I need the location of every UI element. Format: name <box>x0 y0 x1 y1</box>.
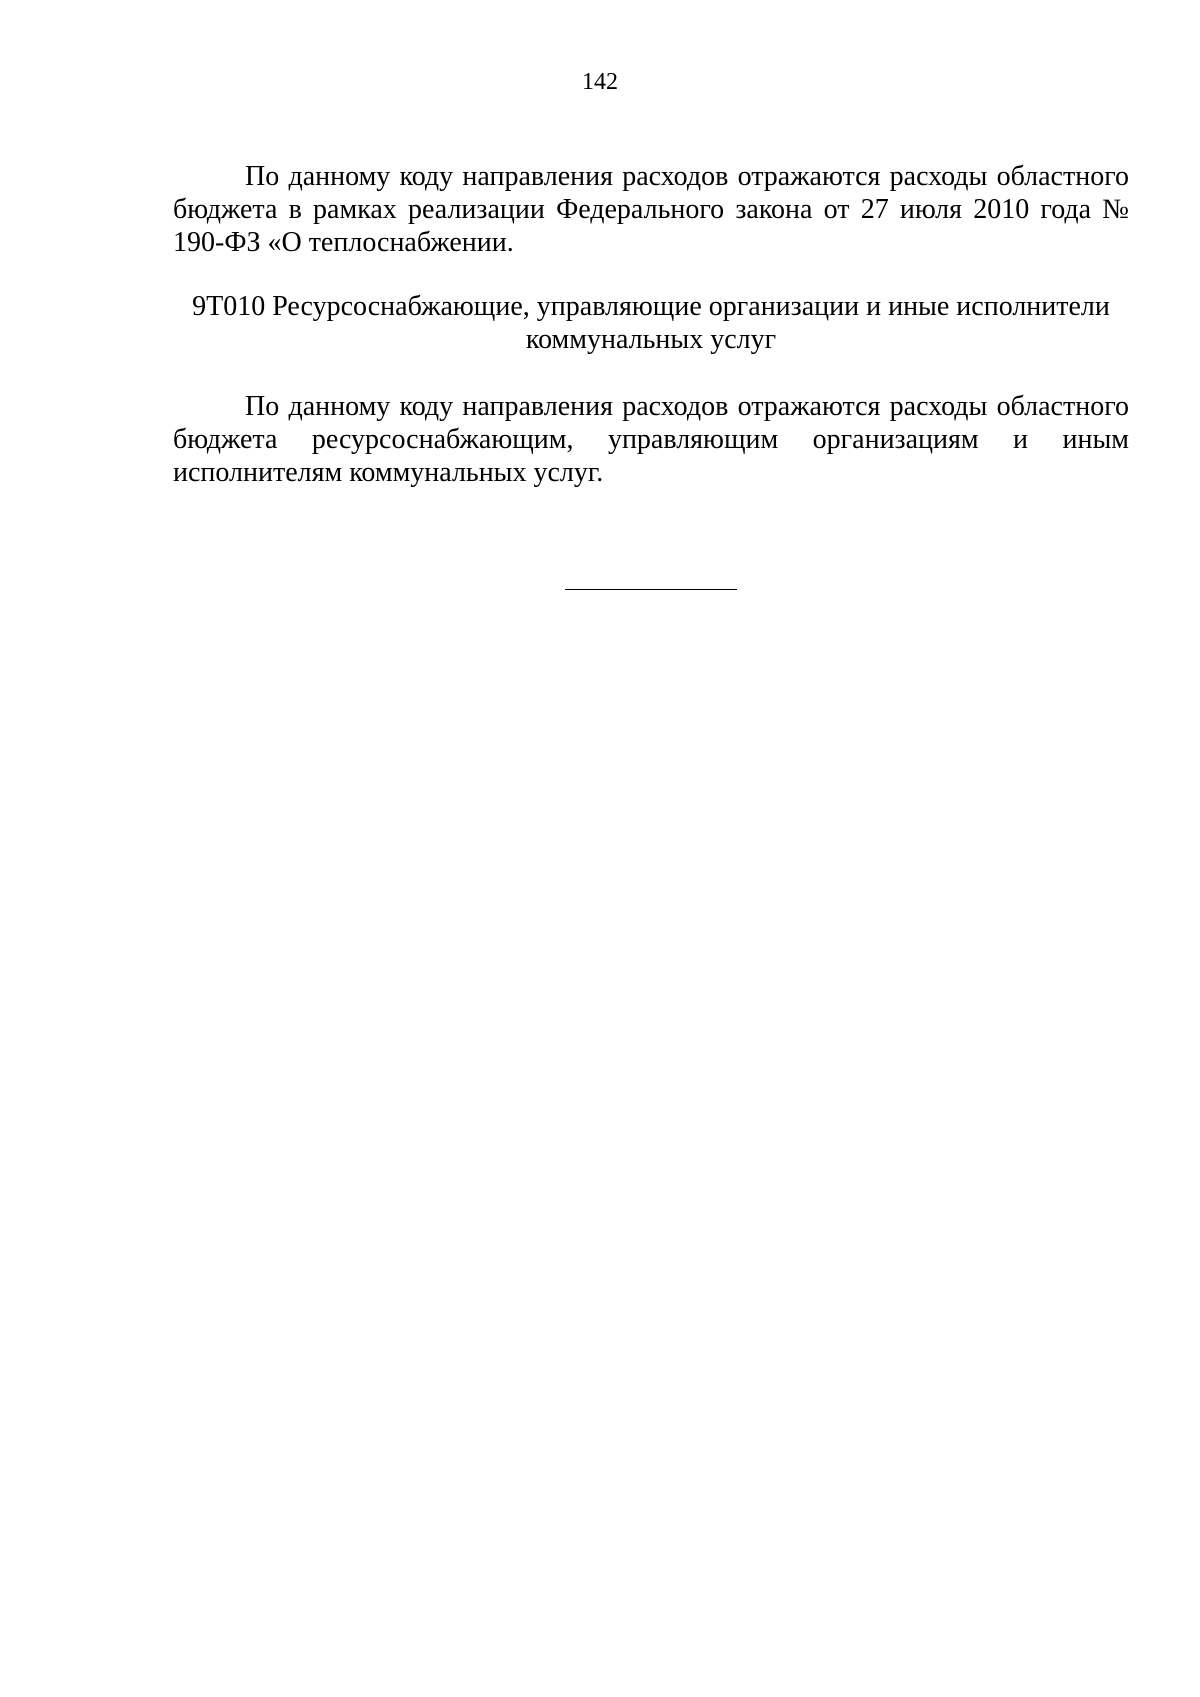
paragraph-block-1 <box>173 160 1129 259</box>
paragraph-resource-supply: По данному коду направления расходов отражаются расходы областного бюджета ресурсоснабжающим, управляющим организациям и иным исполнителям коммунальных услуг. <box>173 391 1129 488</box>
section-heading-line-1: 9Т010 Ресурсоснабжающие, управляющие организации и иные исполнители <box>192 291 1110 322</box>
paragraph-block-2 <box>173 390 1129 489</box>
end-divider <box>565 589 737 590</box>
section-heading-line-2: коммунальных услуг <box>525 324 777 355</box>
section-heading <box>173 290 1129 356</box>
page-number: 142 <box>582 69 618 95</box>
section-heading-text <box>173 290 1129 356</box>
paragraph-heat-supply-law: По данному коду направления расходов отражаются расходы областного бюджета в рамках реализации Федерального закона от 27 июля 2010 года № 190-ФЗ «О теплоснабжении. <box>173 161 1129 258</box>
